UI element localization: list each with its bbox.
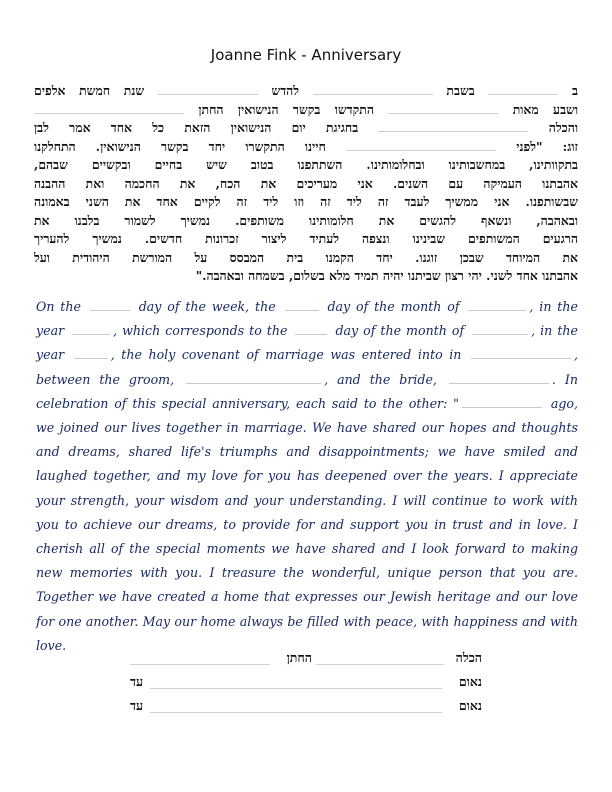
signature-line[interactable] xyxy=(316,664,444,665)
hebrew-line xyxy=(34,138,578,157)
english-fragment: ago, we joined our lives together in marriage. We have shared our hopes and thoughts and dreams, shared life's triumphs and disappointments; we have smiled and laughed together, and my love for you has deepened over the years. I appreciate your strength, your wisdom and your understanding. I will continue to work with you to achieve our dreams, to provide for and support you in trust and in love. I cherish all of the special moments we have shared and I look forward to making new memories with you. I treasure the wonderful, unique person that you are. Together we have created a home that expresses our Jewish heritage and our love for one another. May our home always be filled with peace, with happiness and with love. xyxy=(36,395,578,653)
hebrew-fragment: ושבע מאות xyxy=(512,101,578,117)
english-fragment: On the xyxy=(36,299,81,314)
blank-field[interactable] xyxy=(34,101,184,114)
hebrew-line: את המיוחד שבכן זוגנו. יחד הקמנו בית המבסס על המורשת היהודית ועל xyxy=(34,249,578,265)
groom-label: החתן xyxy=(286,650,312,665)
hebrew-fragment: להדש xyxy=(271,83,300,98)
english-fragment: , in the year xyxy=(36,323,578,363)
blank-field[interactable] xyxy=(488,82,558,95)
signature-row xyxy=(130,650,482,674)
hebrew-fragment: חיינו התקשרו יחד בקשר הנישואין. התחלקנו xyxy=(34,138,326,154)
blank-field[interactable] xyxy=(462,394,542,408)
blank-field[interactable] xyxy=(378,119,528,132)
blank-field[interactable] xyxy=(90,297,130,311)
signature-line[interactable] xyxy=(150,688,442,689)
hebrew-line: אהבתנו אחד לשני. יהי רצון שביתנו יהיה תמיד מלא בשלום, בשמחה ובאהבה." xyxy=(195,268,578,283)
hebrew-fragment: בחגיגת יום הנישואין הזאת כל אחד אמר לבן xyxy=(34,120,359,135)
signature-row xyxy=(130,698,482,722)
blank-field[interactable] xyxy=(285,297,319,311)
english-fragment: day of the month of xyxy=(327,299,460,314)
blank-field[interactable] xyxy=(72,321,110,335)
hebrew-line: בתקוותינו, במחשבותינו ובחלומותינו. השתתפנו בטוב שיש בחיים ובקשיים שבהם, xyxy=(34,157,578,172)
witness-label: נאום xyxy=(458,698,482,713)
english-fragment: , xyxy=(110,347,115,363)
hebrew-line xyxy=(34,82,578,101)
english-fragment: . In celebration of this special anniversary, each said to the other: " xyxy=(36,371,578,411)
hebrew-text xyxy=(34,82,578,286)
signature-row xyxy=(130,674,482,698)
blank-field[interactable] xyxy=(313,82,433,95)
english-fragment: , which corresponds to the xyxy=(113,323,288,339)
hebrew-line: הרגעים המשותפים שבינינו ונצפה לעתיד ליצור זכרונות חדשים. נמשיך להעריך xyxy=(34,231,578,246)
witness-suffix: עד xyxy=(130,674,144,689)
english-fragment: day of the month of xyxy=(335,323,465,339)
document-title: Joanne Fink - Anniversary xyxy=(210,46,402,64)
witness-label: נאום xyxy=(458,674,482,689)
english-fragment: , and the bride, xyxy=(324,371,437,387)
hebrew-line: ובאהבה, ונשאף להגשים את חלומותינו משותפים. נמשיך לשמור בלבנו את xyxy=(34,212,578,228)
blank-field[interactable] xyxy=(158,82,258,95)
hebrew-fragment: שנת חמשת אלפים xyxy=(34,83,145,98)
blank-field[interactable] xyxy=(449,370,549,384)
english-fragment: , in the year xyxy=(36,299,578,339)
hebrew-line: שבשותפנו. אני ממשיך לעבד זה ליד זה וזו ליד זה לקיים אחד את השני באמונה xyxy=(34,194,578,209)
blank-field[interactable] xyxy=(74,345,108,359)
signature-line[interactable] xyxy=(130,664,270,665)
english-fragment: the holy covenant of marriage was entered into in xyxy=(121,347,462,363)
witness-suffix: עד xyxy=(130,698,144,713)
english-fragment: day of the week, the xyxy=(138,299,276,314)
hebrew-line xyxy=(34,119,578,138)
blank-field[interactable] xyxy=(468,297,526,311)
blank-field[interactable] xyxy=(388,101,498,114)
hebrew-line xyxy=(34,101,578,120)
english-text xyxy=(36,295,578,658)
blank-field[interactable] xyxy=(472,321,528,335)
hebrew-fragment: זוג: "לפני xyxy=(516,138,578,154)
blank-field[interactable] xyxy=(295,321,327,335)
hebrew-fragment: ב xyxy=(572,83,578,98)
english-fragment: , between the groom, xyxy=(36,347,578,387)
hebrew-fragment: התקדשו בקשר הנישואין החתן xyxy=(198,101,374,117)
signature-line[interactable] xyxy=(150,712,442,713)
hebrew-fragment: והכלה xyxy=(548,120,578,135)
bride-label: הכלה xyxy=(455,650,482,665)
blank-field[interactable] xyxy=(186,370,321,384)
blank-field[interactable] xyxy=(471,345,571,359)
blank-field[interactable] xyxy=(346,138,496,151)
hebrew-line: אהבתנו העמיקה עם השנים. אני מעריכים את הכח, את החכמה ואת ההבנה xyxy=(34,175,578,191)
hebrew-fragment: בשבת xyxy=(446,83,475,98)
signature-block xyxy=(130,650,482,722)
